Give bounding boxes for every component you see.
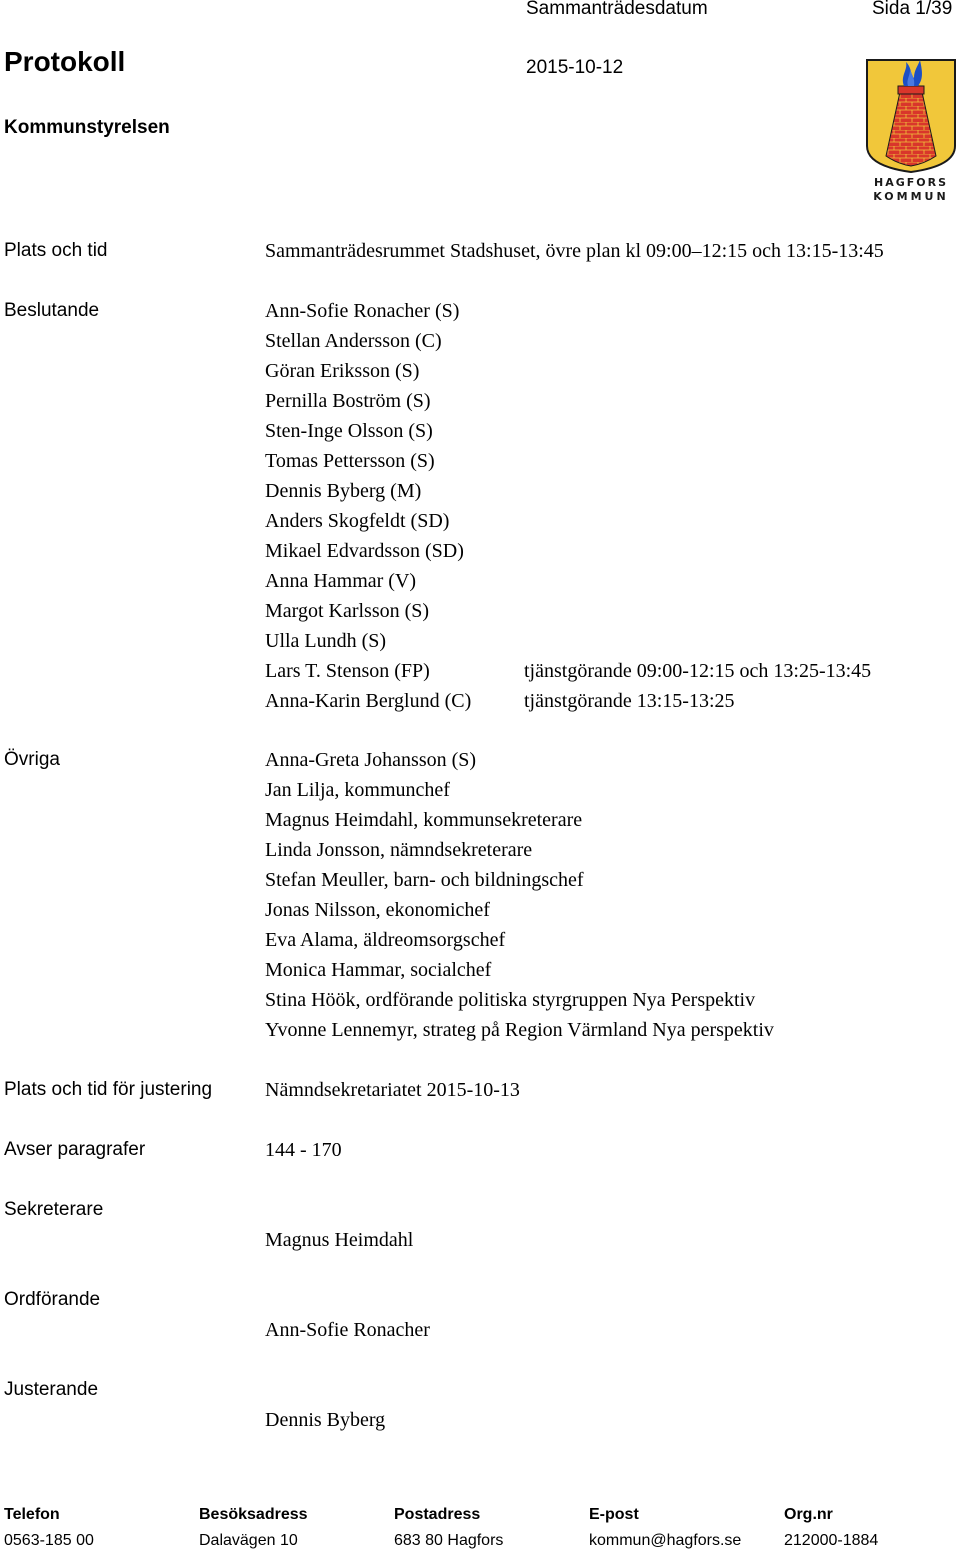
footer-besoksadress: Dalavägen 10 [199,1532,298,1549]
ovriga-member: Linda Jonsson, nämndsekreterare [265,839,533,861]
ovriga-list [265,745,774,1045]
ovriga-member: Eva Alama, äldreomsorgschef [265,929,506,951]
beslutande-member [265,656,955,686]
member-name: Anna Hammar (V) [265,570,417,592]
member-note: tjänstgörande 09:00-12:15 och 13:25-13:45 [524,660,872,682]
logo-line-2: KOMMUN [873,190,949,203]
ovriga-member: Jonas Nilsson, ekonomichef [265,899,490,921]
beslutande-member [265,476,955,506]
footer-postadress: 683 80 Hagfors [394,1532,504,1549]
beslutande-member [265,686,955,716]
beslutande-member [265,356,955,386]
footer-values [4,1532,960,1554]
ovriga-member: Monica Hammar, socialchef [265,959,492,981]
member-name: Dennis Byberg (M) [265,480,422,502]
hagfors-crest-icon [864,58,958,204]
footer-heading-telefon: Telefon [4,1506,60,1523]
beslutande-member [265,536,955,566]
beslutande-member [265,566,955,596]
justerande-label: Justerande [4,1379,99,1400]
ovriga-member: Jan Lilja, kommunchef [265,779,450,801]
meeting-date-label: Sammanträdesdatum [526,0,708,19]
ovriga-member: Anna-Greta Johansson (S) [265,749,477,771]
beslutande-member [265,416,955,446]
paragrafer-label: Avser paragrafer [4,1139,146,1160]
ovriga-member: Stina Höök, ordförande politiska styrgruppen Nya Perspektiv [265,989,756,1011]
member-name: Lars T. Stenson (FP) [265,660,430,682]
footer-headings [4,1506,960,1528]
justerande-name: Dennis Byberg [265,1409,386,1431]
beslutande-member [265,326,955,356]
member-name: Tomas Pettersson (S) [265,450,435,472]
member-name: Margot Karlsson (S) [265,600,430,622]
sekreterare-name: Magnus Heimdahl [265,1229,414,1251]
member-name: Mikael Edvardsson (SD) [265,540,464,562]
beslutande-member [265,386,955,416]
ovriga-member: Stefan Meuller, barn- och bildningschef [265,869,584,891]
plats-och-tid-label: Plats och tid [4,240,108,261]
footer-heading-postadress: Postadress [394,1506,481,1523]
document-title: Protokoll [4,46,126,77]
member-name: Göran Eriksson (S) [265,360,420,382]
member-name: Ann-Sofie Ronacher (S) [265,300,460,322]
ordforande-label: Ordförande [4,1289,101,1310]
beslutande-label: Beslutande [4,300,100,321]
meeting-date: 2015-10-12 [526,57,624,78]
ovriga-member: Yvonne Lennemyr, strateg på Region Värmland Nya perspektiv [265,1019,774,1041]
footer-telefon: 0563-185 00 [4,1532,94,1549]
beslutande-member [265,506,955,536]
logo-line-1: HAGFORS [873,176,949,189]
justering-value: Nämndsekretariatet 2015-10-13 [265,1079,520,1101]
footer-heading-besoksadress: Besöksadress [199,1506,308,1523]
beslutande-member [265,446,955,476]
member-note: tjänstgörande 13:15-13:25 [524,690,735,712]
ovriga-label: Övriga [4,749,60,770]
beslutande-member [265,296,955,326]
beslutande-member [265,596,955,626]
member-name: Sten-Inge Olsson (S) [265,420,433,442]
justering-label: Plats och tid för justering [4,1079,213,1100]
member-name: Anders Skogfeldt (SD) [265,510,450,532]
member-name: Pernilla Boström (S) [265,390,431,412]
page-number: Sida 1/39 [872,0,953,19]
organization-name: Kommunstyrelsen [4,117,170,138]
member-name: Ulla Lundh (S) [265,630,387,652]
footer-heading-orgnr: Org.nr [784,1506,833,1523]
member-name: Anna-Karin Berglund (C) [265,690,472,712]
footer-orgnr: 212000-1884 [784,1532,879,1549]
ordforande-name: Ann-Sofie Ronacher [265,1319,430,1341]
footer-epost[interactable]: kommun@hagfors.se [589,1532,742,1549]
sekreterare-label: Sekreterare [4,1199,104,1220]
footer-heading-epost: E-post [589,1506,639,1523]
paragrafer-value: 144 - 170 [265,1139,342,1161]
ovriga-member: Magnus Heimdahl, kommunsekreterare [265,809,583,831]
beslutande-list [265,296,955,716]
plats-och-tid-value: Sammanträdesrummet Stadshuset, övre plan kl 09:00–12:15 och 13:15-13:45 [265,240,884,262]
member-name: Stellan Andersson (C) [265,330,442,352]
beslutande-member [265,626,955,656]
hagfors-kommun-logo [864,58,958,204]
